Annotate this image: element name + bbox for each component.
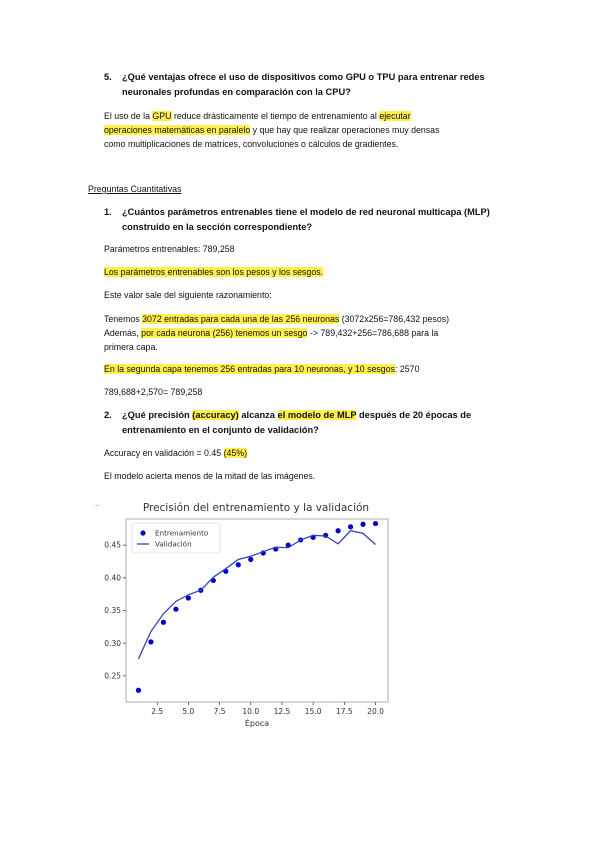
highlight-ejecutar: ejecutar	[379, 111, 411, 121]
training-point	[348, 524, 353, 529]
training-point	[136, 688, 141, 693]
text: reduce drásticamente el tiempo de entrenamiento al	[171, 111, 380, 121]
q1-second-layer	[104, 362, 419, 376]
x-tick-label: 17.5	[335, 707, 353, 716]
q1-reasoning-line2	[104, 326, 438, 340]
x-tick-label: 2.5	[151, 707, 164, 716]
training-point	[373, 521, 378, 526]
highlight-paralelo: operaciones matemáticas en paralelo	[104, 125, 251, 135]
q5-answer-line2	[104, 123, 439, 137]
training-point	[335, 528, 340, 533]
section-title: Preguntas Cuantitativas	[88, 184, 182, 194]
highlight-accuracy: (accuracy)	[192, 410, 239, 420]
q1-reasoning-line3: primera capa.	[104, 342, 158, 352]
legend-point-swatch	[140, 530, 145, 535]
legend-label: Validación	[155, 539, 192, 549]
text: y que hay que realizar operaciones muy densas	[250, 125, 440, 135]
x-tick-label: 5.0	[182, 707, 195, 716]
q2-question-line1	[122, 408, 471, 423]
text: Tenemos	[104, 314, 143, 324]
highlight-45: (45%)	[223, 448, 248, 458]
q1-highlight-line	[104, 265, 323, 279]
y-tick-label: 0.30	[104, 638, 121, 648]
training-point	[148, 639, 153, 644]
q5-answer-line1	[104, 109, 411, 123]
highlight-segunda-capa: En la segunda capa tenemos 256 entradas para 10 neuronas, y 10 sesgos	[104, 364, 395, 374]
highlight-entradas: 3072 entradas para cada una de las 256 neuronas	[142, 314, 340, 324]
legend	[132, 523, 220, 553]
x-axis-label: Época	[244, 719, 270, 728]
q1-reasoning-line1	[104, 312, 449, 326]
chart-title: Precisión del entrenamiento y la validación	[142, 502, 370, 514]
training-point	[248, 557, 253, 562]
text: Accuracy en validación = 0.45	[104, 448, 224, 458]
q1-number: 1.	[104, 207, 112, 217]
text: Además,	[104, 328, 142, 338]
accuracy-chart	[88, 492, 398, 732]
highlight-gpu: GPU	[152, 111, 172, 121]
training-point	[161, 620, 166, 625]
training-point	[360, 522, 365, 527]
q1-question-line2: construido en la sección correspondiente?	[122, 222, 313, 232]
training-point	[173, 607, 178, 612]
y-tick-label: 0.40	[104, 573, 121, 583]
highlight-mlp: el modelo de MLP	[277, 410, 357, 420]
q5-answer-line3: como multiplicaciones de matrices, convoluciones o cálculos de gradientes.	[104, 139, 399, 149]
x-tick-label: 10.0	[242, 707, 260, 716]
q5-question-line1: ¿Qué ventajas ofrece el uso de dispositivos como GPU o TPU para entrenar redes	[122, 72, 485, 82]
highlight-pesos-sesgos: Los parámetros entrenables son los pesos y los sesgos.	[104, 267, 324, 277]
y-tick-label: 0.25	[104, 671, 121, 681]
q2-conclusion: El modelo acierta menos de la mitad de las imágenes.	[104, 471, 316, 481]
q2-accuracy	[104, 446, 247, 460]
highlight-sesgo: por cada neurona (256) tenemos un sesgo	[141, 328, 308, 338]
text: : 2570	[395, 364, 420, 374]
cell-marker: ...	[93, 500, 100, 508]
q1-params: Parámetros entrenables: 789,258	[104, 244, 235, 254]
text: ¿Qué precisión	[122, 410, 193, 420]
text: (3072x256=786,432 pesos)	[339, 314, 450, 324]
x-tick-label: 7.5	[213, 707, 226, 716]
q1-reasoning-intro: Este valor sale del siguiente razonamiento:	[104, 290, 272, 300]
q2-question-line2: entrenamiento en el conjunto de validación?	[122, 425, 319, 435]
text: El uso de la	[104, 111, 153, 121]
x-tick-label: 20.0	[367, 707, 384, 716]
q5-number: 5.	[104, 72, 112, 82]
x-tick-label: 12.5	[273, 707, 291, 716]
q5-question-line2: neuronales profundas en comparación con la CPU?	[122, 87, 351, 97]
x-tick-label: 15.0	[304, 707, 322, 716]
q2-number: 2.	[104, 410, 112, 420]
legend-label: Entrenamiento	[155, 528, 209, 538]
y-tick-label: 0.45	[104, 540, 121, 550]
q1-total: 789,688+2,570= 789,258	[104, 387, 203, 397]
text: -> 789,432+256=786,688 para la	[307, 328, 439, 338]
y-tick-label: 0.35	[104, 606, 121, 616]
text: después de 20 épocas de	[356, 410, 472, 420]
q1-question-line1: ¿Cuántos parámetros entrenables tiene el modelo de red neuronal multicapa (MLP)	[122, 207, 490, 217]
text: alcanza	[238, 410, 278, 420]
training-point	[236, 562, 241, 567]
